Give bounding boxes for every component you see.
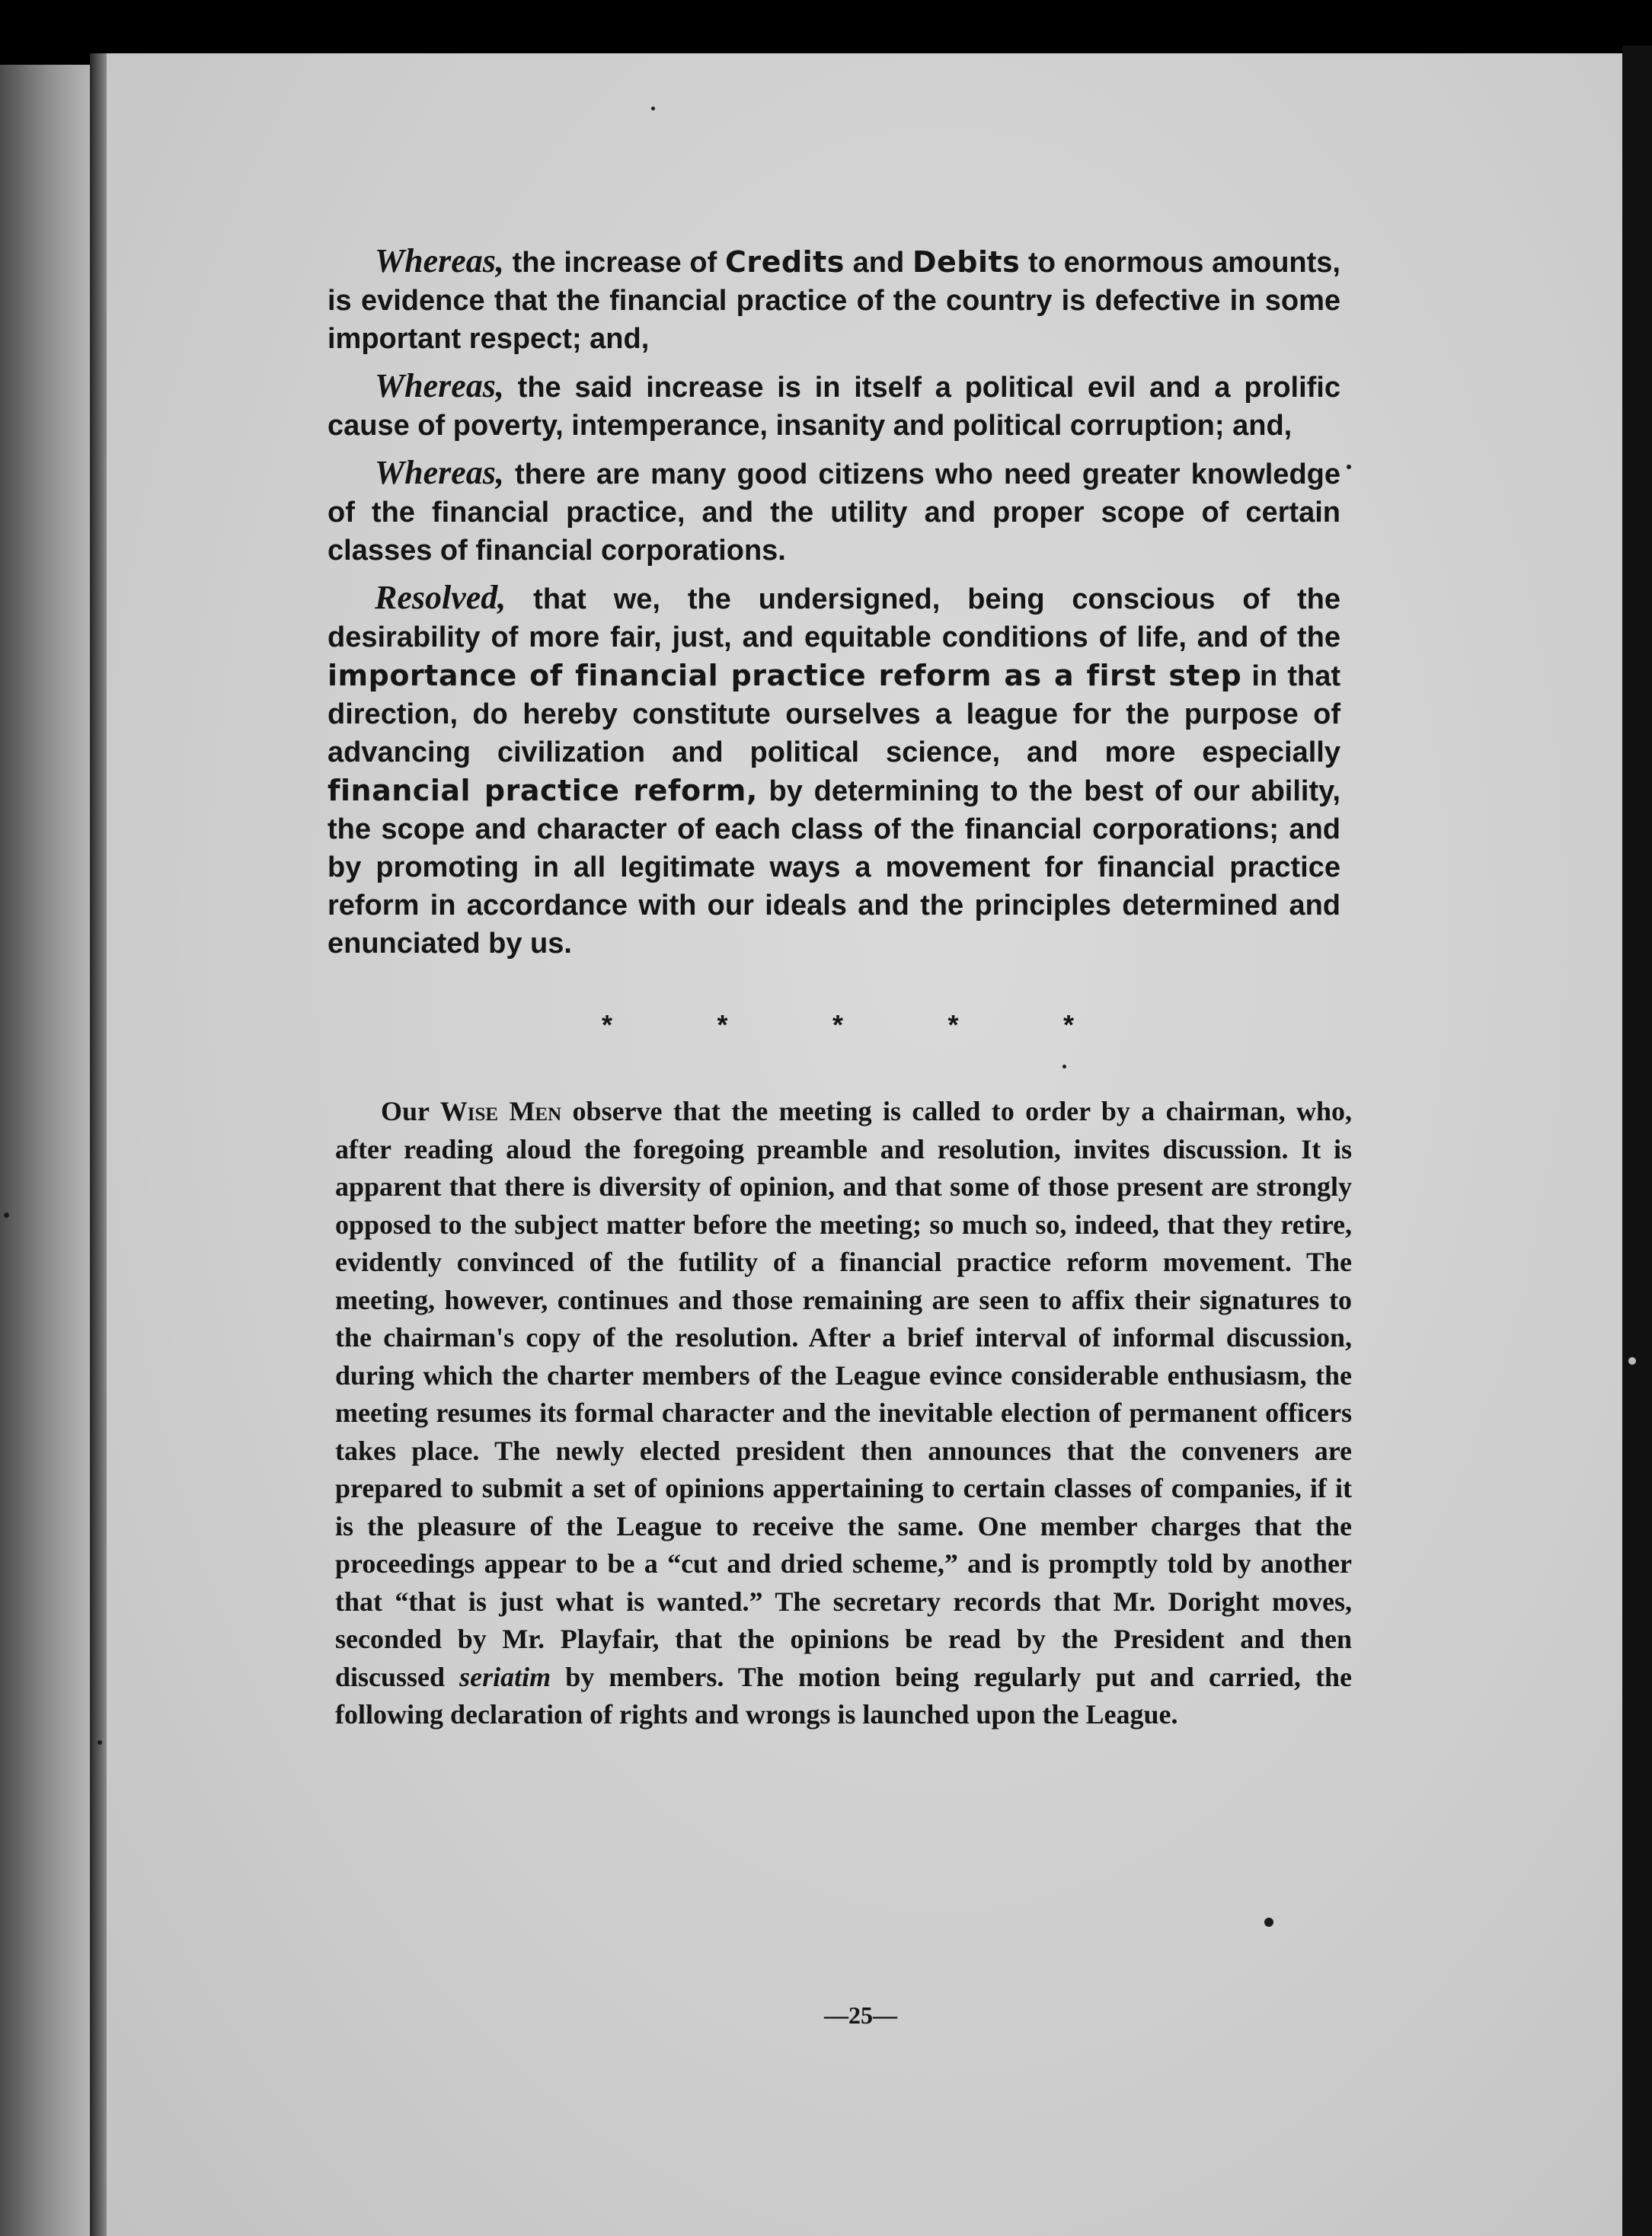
lead-word: Resolved, xyxy=(375,579,506,616)
paragraph-text: the increase of xyxy=(503,247,725,279)
section-separator xyxy=(602,1009,1074,1041)
paragraph-text: observe that the meeting is called to order by a chairman, who, after reading aloud the foregoing preamble and resolution, invites discussion. It is apparent that there is diversity of opinion, and that some of those present are strongly opposed to the subject matter before the meeting; so much so, indeed, that they retire, evidently convinced of the futility of a financial practice reform movement. The meeting, however, continues and those remaining are seen to affix their signatures to the chairman's copy of the resolution. After a brief interval of informal discussion, during which the charter members of the League evince considerable enthusiasm, the meeting resumes its formal character and the inevitable election of permanent officers takes place. The newly elected president then announces that the conveners are prepared to submit a set of opinions appertaining to certain classes of companies, if it is the pleasure of the League to receive the same. One member charges that the proceedings appear to be a “cut and dried scheme,” and is promptly told by another that “that is just what is wanted.” The secretary records that Mr. Doright moves, seconded by Mr. Playfair, that the opinions be read by the President and then discussed xyxy=(335,1096,1353,1692)
whereas-paragraph-3 xyxy=(328,454,1340,570)
paragraph-text: the said increase is in itself a political evil and a prolific cause of poverty, intemperance, insanity and political corruption; and, xyxy=(328,372,1340,442)
lead-word: Whereas, xyxy=(375,367,504,404)
emphasis-reform: financial practice reform, xyxy=(328,774,758,807)
book-gutter xyxy=(90,53,107,2236)
narrative-block xyxy=(335,1093,1352,1734)
ink-speck xyxy=(1062,1065,1066,1068)
paragraph-text: in that direction, do hereby constitute ourselves a league for the purpose of advancing civilization and political science, and more especially xyxy=(328,660,1341,768)
italic-seriatim: seriatim xyxy=(459,1661,551,1692)
ink-speck xyxy=(1628,1357,1636,1365)
paragraph-text: by members. The motion being regularly put and carried, the following declaration of rights and wrongs is launched upon the League. xyxy=(335,1661,1352,1730)
separator-star: * xyxy=(717,1009,728,1040)
separator-star: * xyxy=(1062,1009,1074,1040)
paragraph-text: by determining to the best of our ability, the scope and character of each class of the financial corporations; and by promoting in all legitimate ways a movement for financial practice reform in accordance with our ideals and the principles determined and enunciated by us. xyxy=(328,775,1340,960)
whereas-paragraph-1 xyxy=(328,242,1340,358)
whereas-paragraph-2 xyxy=(328,367,1340,445)
ink-speck xyxy=(1264,1918,1273,1927)
page-number: —25— xyxy=(824,2001,897,2029)
resolved-paragraph xyxy=(328,579,1340,963)
small-caps-wise-men: Wise Men xyxy=(439,1096,562,1126)
resolution-block xyxy=(328,242,1340,972)
emphasis-credits: Credits xyxy=(724,245,845,279)
paragraph-text: and xyxy=(844,247,912,279)
emphasis-debits: Debits xyxy=(912,245,1021,279)
lead-word: Whereas, xyxy=(375,454,504,491)
facing-page-edge xyxy=(0,65,90,2236)
paragraph-text: that we, the undersigned, being conscious of the desirability of more fair, just, and equitable conditions of life, and of the xyxy=(328,583,1340,653)
scan-border xyxy=(1622,46,1652,2236)
paragraph-text: to enormous amounts, is evidence that the financial practice of the country is defective in some important respect; and, xyxy=(328,247,1340,355)
separator-star: * xyxy=(947,1009,959,1040)
emphasis-reform-first-step: importance of financial practice reform as a first step xyxy=(328,659,1242,692)
separator-star: * xyxy=(832,1009,843,1040)
narrative-paragraph xyxy=(335,1093,1352,1734)
ink-speck xyxy=(1347,465,1351,469)
ink-speck xyxy=(651,107,655,110)
ink-speck xyxy=(97,1740,102,1745)
paragraph-text: Our xyxy=(381,1096,440,1126)
lead-word: Whereas, xyxy=(375,242,504,280)
ink-speck xyxy=(4,1212,9,1218)
paragraph-text: there are many good citizens who need greater knowledge of the financial practice, and the utility and proper scope of certain classes of financial corporations. xyxy=(328,458,1340,567)
separator-star: * xyxy=(602,1009,613,1040)
